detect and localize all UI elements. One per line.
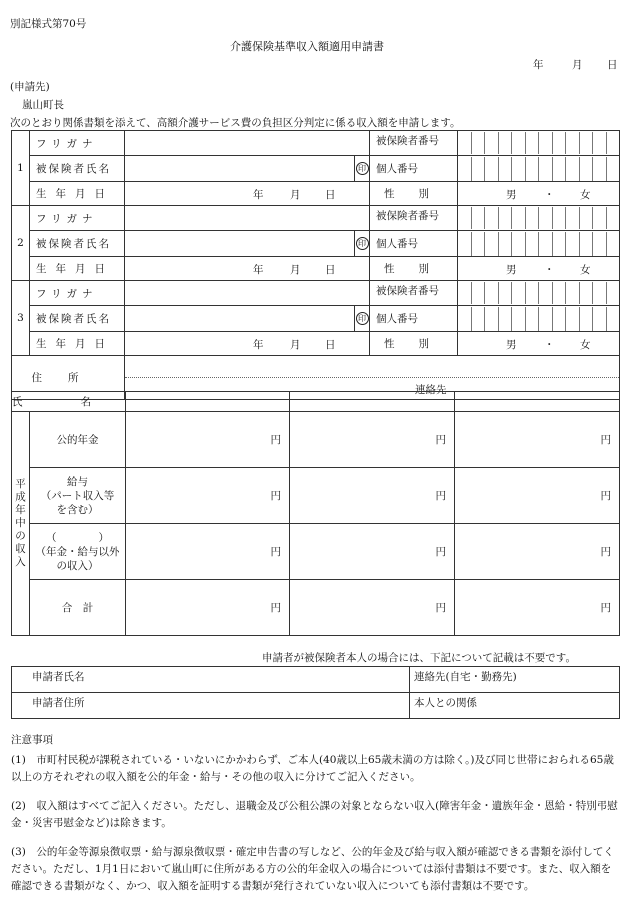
- digit-box[interactable]: [472, 132, 486, 154]
- income-name-label: 氏名: [12, 396, 149, 408]
- digit-box[interactable]: [485, 207, 499, 229]
- digit-box[interactable]: [553, 307, 567, 331]
- income-amount-field[interactable]: [290, 412, 455, 468]
- sex-male[interactable]: 男: [506, 339, 517, 351]
- income-amount-field[interactable]: [290, 468, 455, 524]
- sex-field[interactable]: [458, 182, 620, 206]
- digit-box[interactable]: [566, 207, 580, 229]
- insured-number-field[interactable]: [458, 281, 620, 306]
- digit-box[interactable]: [526, 207, 540, 229]
- income-amount-field[interactable]: [455, 524, 620, 580]
- applicant-contact-field[interactable]: [410, 667, 620, 693]
- digit-box[interactable]: [499, 157, 513, 181]
- yen-unit: 円: [435, 434, 446, 446]
- personal-number-field[interactable]: [458, 306, 620, 332]
- furigana-label: フリガナ: [36, 212, 98, 225]
- personal-number-label: 個人番号: [376, 238, 418, 250]
- birth-day-label: 日: [325, 264, 336, 276]
- sex-female[interactable]: 女: [580, 339, 591, 351]
- income-row-label: 給与 （パート収入等 を含む）: [30, 468, 126, 524]
- sex-label: 性別: [384, 188, 453, 200]
- digit-box[interactable]: [553, 207, 567, 229]
- addressee-label: (申請先): [10, 81, 50, 93]
- digit-box[interactable]: [566, 282, 580, 304]
- digit-box[interactable]: [485, 307, 499, 331]
- income-amount-field[interactable]: [126, 524, 290, 580]
- person-number: 1: [12, 131, 30, 206]
- sex-separator: ・: [544, 339, 555, 351]
- birth-year-label: 年: [253, 264, 264, 276]
- digit-box[interactable]: [526, 232, 540, 256]
- applicant-address-label: 申請者住所: [32, 697, 85, 709]
- digit-box[interactable]: [526, 157, 540, 181]
- digit-box[interactable]: [580, 307, 594, 331]
- yen-unit: 円: [600, 602, 611, 614]
- digit-box[interactable]: [607, 307, 620, 331]
- insured-name-label: 被保険者氏名: [36, 238, 111, 250]
- yen-unit: 円: [600, 546, 611, 558]
- birth-year-label: 年: [253, 339, 264, 351]
- digit-box[interactable]: [607, 207, 620, 229]
- insured-number-label: 被保険者番号: [376, 135, 439, 147]
- digit-box[interactable]: [593, 307, 607, 331]
- insured-number-field[interactable]: [458, 206, 620, 231]
- yen-unit: 円: [270, 434, 281, 446]
- income-amount-field[interactable]: [126, 468, 290, 524]
- income-amount-field[interactable]: [126, 412, 290, 468]
- digit-box[interactable]: [458, 132, 472, 154]
- digit-box[interactable]: [512, 282, 526, 304]
- date-year-label: 年: [533, 59, 544, 71]
- furigana-field[interactable]: [125, 131, 370, 156]
- insured-name-label: 被保険者氏名: [36, 313, 111, 325]
- sex-field[interactable]: [458, 257, 620, 281]
- note-1: (1) 市町村民税が課税されている・いないにかかわらず、ご本人(40歳以上65歳未満の方は除く。)及び同じ世帯におられる65歳以上の方それぞれの収入額を公的年金・給与・その他の収入に分けてご記入ください。: [11, 754, 614, 783]
- sex-female[interactable]: 女: [580, 264, 591, 276]
- insured-name-field[interactable]: [125, 156, 355, 182]
- digit-box[interactable]: [472, 282, 486, 304]
- note-3: (3) 公的年金等源泉徴収票・給与源泉徴収票・確定申告書の写しなど、公的年金及び給与収入額が確認できる書類を添付してください。ただし、1月1日において嵐山町に住所がある方の公的年金収入の場合については添付書類は不要です。また、収入額を確認できる書類がなく、かつ、収入額を証明する書類が発行されていない収入についても添付書類は不要です。: [11, 846, 614, 892]
- applicant-contact-label: 連絡先(自宅・勤務先): [414, 671, 517, 683]
- income-amount-field[interactable]: [455, 580, 620, 636]
- address-field[interactable]: [125, 356, 619, 377]
- digit-box[interactable]: [607, 232, 620, 256]
- digit-box[interactable]: [553, 232, 567, 256]
- insured-name-field[interactable]: [125, 306, 355, 332]
- digit-box[interactable]: [607, 132, 620, 154]
- personal-number-label: 個人番号: [376, 163, 418, 175]
- sex-female[interactable]: 女: [580, 189, 591, 201]
- person-number: 3: [12, 281, 30, 356]
- sex-separator: ・: [544, 189, 555, 201]
- birth-day-label: 日: [325, 189, 336, 201]
- income-period-text: 平成 年中の収入: [15, 478, 26, 568]
- digit-box[interactable]: [607, 282, 620, 304]
- applicant-relation-label: 本人との関係: [414, 697, 477, 709]
- digit-box[interactable]: [553, 282, 567, 304]
- applicant-note: 申請者が被保険者本人の場合には、下記について記載は不要です。: [262, 652, 576, 664]
- birth-year-label: 年: [253, 189, 264, 201]
- income-row-label: 合 計: [30, 580, 126, 636]
- seal-mark: 印: [356, 237, 369, 250]
- digit-box[interactable]: [539, 132, 553, 154]
- digit-box[interactable]: [526, 132, 540, 154]
- digit-box[interactable]: [539, 282, 553, 304]
- address-label: 住所: [31, 372, 105, 384]
- digit-box[interactable]: [593, 157, 607, 181]
- seal-mark: 印: [356, 312, 369, 325]
- digit-box[interactable]: [580, 282, 594, 304]
- sex-male[interactable]: 男: [506, 264, 517, 276]
- sex-male[interactable]: 男: [506, 189, 517, 201]
- digit-box[interactable]: [593, 132, 607, 154]
- digit-box[interactable]: [458, 282, 472, 304]
- birth-month-label: 月: [290, 339, 301, 351]
- digit-box[interactable]: [485, 282, 499, 304]
- sex-separator: ・: [544, 264, 555, 276]
- addressee: 嵐山町長: [22, 99, 64, 111]
- personal-number-field[interactable]: [458, 231, 620, 257]
- sex-label: 性別: [384, 338, 453, 350]
- income-row-label: （ ） （年金・給与以外 の収入）: [30, 524, 126, 580]
- yen-unit: 円: [600, 434, 611, 446]
- form-id: 別記様式第70号: [10, 18, 87, 30]
- furigana-label: フリガナ: [36, 137, 98, 150]
- person-number: 2: [12, 206, 30, 281]
- yen-unit: 円: [600, 490, 611, 502]
- yen-unit: 円: [435, 490, 446, 502]
- digit-box[interactable]: [472, 307, 486, 331]
- digit-box[interactable]: [539, 157, 553, 181]
- digit-box[interactable]: [499, 132, 513, 154]
- applicant-name-label: 申請者氏名: [32, 671, 85, 683]
- notes-title: 注意事項: [11, 734, 53, 746]
- yen-unit: 円: [435, 546, 446, 558]
- digit-box[interactable]: [485, 232, 499, 256]
- digit-box[interactable]: [512, 207, 526, 229]
- applicant-table: [11, 666, 620, 719]
- note-2: (2) 収入額はすべてご記入ください。ただし、退職金及び公租公課の対象とならない収入(障害年金・遺族年金・恩給・特別弔慰金・災害弔慰金など)は除きます。: [11, 800, 618, 829]
- insured-number-label: 被保険者番号: [376, 210, 439, 222]
- applicant-name-field[interactable]: [12, 667, 410, 693]
- birth-date-label: 生年月日: [36, 263, 114, 275]
- insured-name-label: 被保険者氏名: [36, 163, 111, 175]
- digit-box[interactable]: [526, 282, 540, 304]
- digit-box[interactable]: [499, 232, 513, 256]
- date-day-label: 日: [607, 59, 618, 71]
- digit-box[interactable]: [580, 157, 594, 181]
- sex-label: 性別: [384, 263, 453, 275]
- digit-box[interactable]: [539, 232, 553, 256]
- yen-unit: 円: [270, 490, 281, 502]
- yen-unit: 円: [270, 546, 281, 558]
- birth-day-label: 日: [325, 339, 336, 351]
- digit-box[interactable]: [458, 157, 472, 181]
- digit-box[interactable]: [512, 157, 526, 181]
- digit-box[interactable]: [512, 232, 526, 256]
- digit-box[interactable]: [553, 157, 567, 181]
- yen-unit: 円: [270, 602, 281, 614]
- income-amount-field[interactable]: [455, 412, 620, 468]
- digit-box[interactable]: [580, 232, 594, 256]
- digit-box[interactable]: [512, 307, 526, 331]
- birth-date-label: 生年月日: [36, 188, 114, 200]
- applicant-address-field[interactable]: [12, 693, 410, 719]
- digit-box[interactable]: [593, 282, 607, 304]
- digit-box[interactable]: [553, 132, 567, 154]
- furigana-label: フリガナ: [36, 287, 98, 300]
- page-title: 介護保険基準収入額適用申請書: [230, 40, 384, 53]
- digit-box[interactable]: [512, 132, 526, 154]
- digit-box[interactable]: [580, 207, 594, 229]
- income-name-field-1[interactable]: [126, 392, 290, 412]
- digit-box[interactable]: [472, 207, 486, 229]
- birth-date-field[interactable]: [125, 257, 370, 281]
- personal-number-label: 個人番号: [376, 313, 418, 325]
- digit-box[interactable]: [472, 232, 486, 256]
- income-name-field-2[interactable]: [290, 392, 455, 412]
- digit-box[interactable]: [593, 207, 607, 229]
- digit-box[interactable]: [458, 232, 472, 256]
- digit-box[interactable]: [566, 157, 580, 181]
- seal-mark: 印: [356, 162, 369, 175]
- income-amount-field[interactable]: [290, 524, 455, 580]
- digit-box[interactable]: [566, 132, 580, 154]
- contact-label: 連絡先: [415, 384, 447, 396]
- birth-month-label: 月: [290, 264, 301, 276]
- digit-box[interactable]: [580, 132, 594, 154]
- income-table: [11, 391, 620, 636]
- income-amount-field[interactable]: [455, 468, 620, 524]
- digit-box[interactable]: [593, 232, 607, 256]
- sex-field[interactable]: [458, 332, 620, 356]
- income-row-label: 公的年金: [30, 412, 126, 468]
- birth-date-field[interactable]: [125, 182, 370, 206]
- digit-box[interactable]: [539, 307, 553, 331]
- insured-name-field[interactable]: [125, 231, 355, 257]
- digit-box[interactable]: [566, 307, 580, 331]
- income-name-field-3[interactable]: [455, 392, 620, 412]
- digit-box[interactable]: [539, 207, 553, 229]
- insured-table: [11, 130, 620, 400]
- intro-text: 次のとおり関係書類を添えて、高額介護サービス費の負担区分判定に係る収入額を申請します。: [10, 117, 461, 129]
- digit-box[interactable]: [499, 207, 513, 229]
- birth-date-field[interactable]: [125, 332, 370, 356]
- digit-box[interactable]: [499, 307, 513, 331]
- digit-box[interactable]: [607, 157, 620, 181]
- birth-month-label: 月: [290, 189, 301, 201]
- birth-date-label: 生年月日: [36, 338, 114, 350]
- personal-number-field[interactable]: [458, 156, 620, 182]
- applicant-relation-field[interactable]: [410, 693, 620, 719]
- furigana-field[interactable]: [125, 206, 370, 231]
- date-month-label: 月: [572, 59, 583, 71]
- insured-number-field[interactable]: [458, 131, 620, 156]
- digit-box[interactable]: [458, 307, 472, 331]
- furigana-field[interactable]: [125, 281, 370, 306]
- digit-box[interactable]: [566, 232, 580, 256]
- digit-box[interactable]: [458, 207, 472, 229]
- income-amount-field[interactable]: [126, 580, 290, 636]
- insured-number-label: 被保険者番号: [376, 285, 439, 297]
- digit-box[interactable]: [472, 157, 486, 181]
- income-amount-field[interactable]: [290, 580, 455, 636]
- digit-box[interactable]: [526, 307, 540, 331]
- income-period-label: [12, 412, 30, 636]
- yen-unit: 円: [435, 602, 446, 614]
- digit-box[interactable]: [485, 157, 499, 181]
- digit-box[interactable]: [485, 132, 499, 154]
- digit-box[interactable]: [499, 282, 513, 304]
